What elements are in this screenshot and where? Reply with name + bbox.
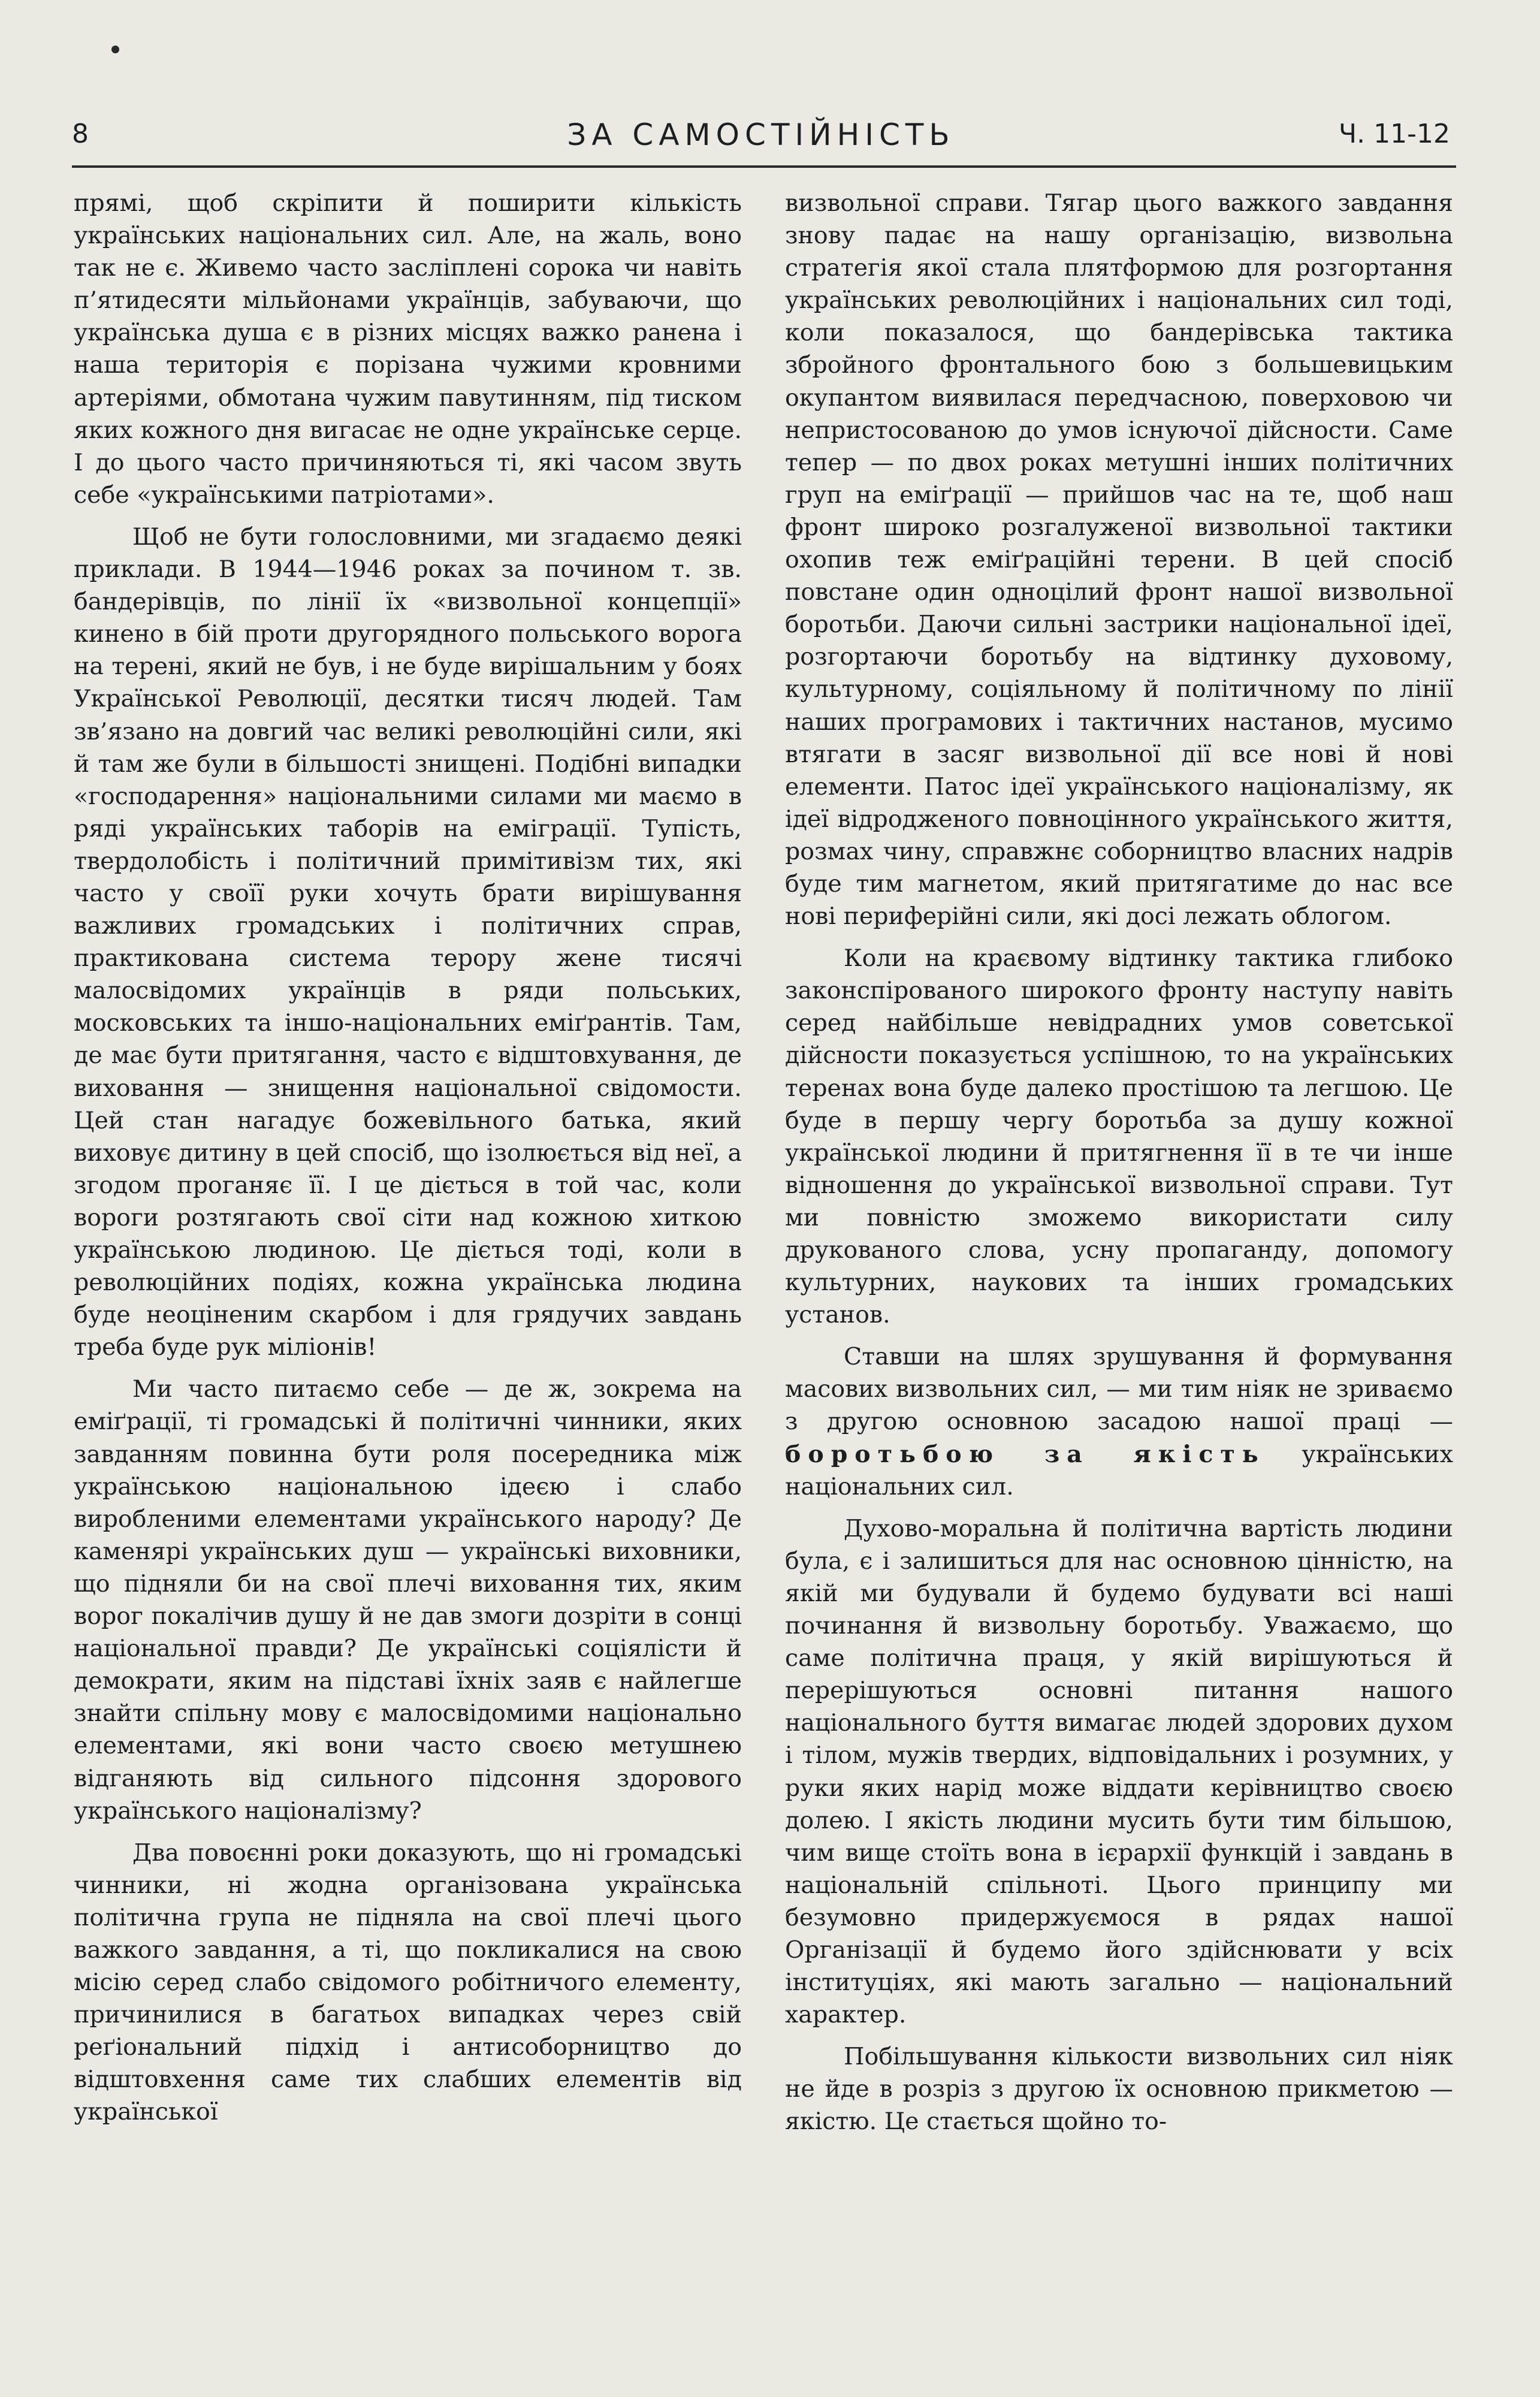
paragraph: Ми часто питаємо себе — де ж, зокрема на еміґрації, ті громадські й політичні чинники, яких завданням повинна бути роля посередника між українською національною ідеєю і слабо виробленими елементами українського народу? Де каменярі українських душ — українські виховники, що підняли би на свої плечі виховання тих, яким ворог покалічив душу й не дав змоги дозріти в сонці національної правди? Де українські соціялісти й демократи, яким на підставі їхніх заяв є найлегше знайти спільну мову є малосвідомими національно елементами, які вони часто своєю метушнею відганяють від сильного підсоння здорового українського націоналізму?	[74, 1375, 742, 1825]
journal-title: ЗА САМОСТІЙНІСТЬ	[567, 117, 955, 152]
page-number: 8	[72, 119, 89, 149]
left-column	[74, 187, 742, 2138]
spaced-emphasis: боротьбою за якість	[785, 1440, 1266, 1468]
print-speck	[111, 46, 119, 53]
paragraph-text: Ставши на шлях зрушування й формування масових визвольних сил, — ми тим ніяк не зриваємо з другою основною засадою нашої праці —	[785, 1343, 1453, 1436]
paragraph-text: українських національних сил.	[785, 1440, 1453, 1501]
paragraph: Щоб не бути голословними, ми згадаємо деякі приклади. В 1944—1946 роках за почином т. зв. бандерівців, по лінії їх «визвольної концепції» кинено в бій проти другорядного польського ворога на терені, який не був, і не буде вирішальним у боях Української Революції, десятки тисяч людей. Там зв’язано на довгий час великі революційні сили, які й там же були в більшості знищені. Подібні випадки «господарення» національними силами ми маємо в ряді українських таборів на еміграції. Тупість, твердолобість і політичний примітивізм тих, які часто у своїї руки хочуть брати вирішування важливих громадських і політичних справ, практикована система терору жене тисячі малосвідомих українців в ряди польських, московських та іншо-національних еміґрантів. Там, де має бути притягання, часто є відштовхування, де виховання — знищення національної свідомости. Цей стан нагадує божевільного батька, який виховує дитину в цей спосіб, що ізолюється від неї, а згодом проганяє її. І це діється в той час, коли вороги розтягають свої сіти над кожною хиткою українською людиною. Це діється тоді, коли в революційних подіях, кожна українська людина буде неоціненим скарбом і для грядучих завдань треба буде рук міліонів!	[74, 523, 742, 1361]
header-divider	[72, 165, 1456, 168]
issue-number: Ч. 11-12	[1339, 119, 1450, 149]
paragraph-emphasis	[785, 1341, 1453, 1502]
paragraph: Духово-моральна й політична вартість людини була, є і залишиться для нас основною цінністю, на якій ми будували й будемо будувати всі наші починання й визвольну боротьбу. Уважаємо, що саме політична праця, у якій вирішуються й перерішуються основні питання нашого національного буття вимагає людей здорових духом і тілом, мужів твердих, відповідальних і розумних, у руки яких нарід може віддати керівництво своєю долею. І якість людини мусить бути тим більшою, чим вище стоїть вона в ієрархії функцій і завдань в національній спільноті. Цього принципу ми безумовно придержуємося в рядах нашої Організації й будемо його здійснювати у всіх інституціях, які мають загально — національний характер.	[785, 1514, 1453, 2029]
paragraph: визвольної справи. Тягар цього важкого завдання знову падає на нашу організацію, визвольна стратегія якої стала плятформою для розгортання українських революційних і національних сил тоді, коли показалося, що бандерівська тактика збройного фронтального бою з большевицьким окупантом виявилася передчасною, поверховою чи непристосованою до умов існуючої дійсности. Саме тепер — по двох роках метушні інших політичних груп на еміґрації — прийшов час на те, щоб наш фронт широко розгалуженої визвольної тактики охопив теж еміґраційні терени. В цей спосіб повстане один одноцілий фронт нашої визвольної боротьби. Даючи сильні застрики національної ідеї, розгортаючи боротьбу на відтинку духовому, культурному, соціяльному й політичному по лінії наших програмових і тактичних настанов, мусимо втягати в засяг визвольної дії все нові й нові елементи. Патос ідеї українського націоналізму, як ідеї відродженого повноцінного українського життя, розмах чину, справжнє соборництво власних надрів буде тим магнетом, який притягатиме до нас все нові периферійні сили, які досі лежать облогом.	[785, 189, 1453, 931]
paragraph: Два повоєнні роки доказують, що ні громадські чинники, ні жодна організована українська політична група не підняла на свої плечі цього важкого завдання, а ті, що покликалися на свою місію серед слабо свідомого робітничого елементу, причинилися в багатьох випадках через свій реґіональний підхід і антисоборництво до відштовхення саме тих слабших елементів від української	[74, 1838, 742, 2126]
right-column	[785, 187, 1453, 2148]
paragraph: Коли на краєвому відтинку тактика глибоко законспірованого широкого фронту наступу навіть серед найбільше невідрадних умов советської дійсности показується успішною, то на українських теренах вона буде далеко простішою та легшою. Це буде в першу чергу боротьба за душу кожної української людини й притягнення її в те чи інше відношення до української визвольної справи. Тут ми повністю зможемо використати силу друкованого слова, усну пропаганду, допомогу культурних, наукових та інших громадських установ.	[785, 944, 1453, 1329]
page-header	[72, 113, 1450, 161]
paragraph: прямі, щоб скріпити й поширити кількість українських національних сил. Але, на жаль, воно так не є. Живемо часто засліплені сорока чи навіть п’ятидесяти мільйонами українців, забуваючи, що українська душа є в різних місцях важко ранена і наша територія є порізана чужими кровними артеріями, обмотана чужим павутинням, під тиском яких кожного дня вигасає не одне українське серце. І до цього часто причиняються ті, які часом звуть себе «українськими патріотами».	[74, 189, 742, 509]
paragraph: Побільшування кількости визвольних сил ніяк не йде в розріз з другою їх основною прикметою — якістю. Це стається щойно то-	[785, 2043, 1453, 2136]
